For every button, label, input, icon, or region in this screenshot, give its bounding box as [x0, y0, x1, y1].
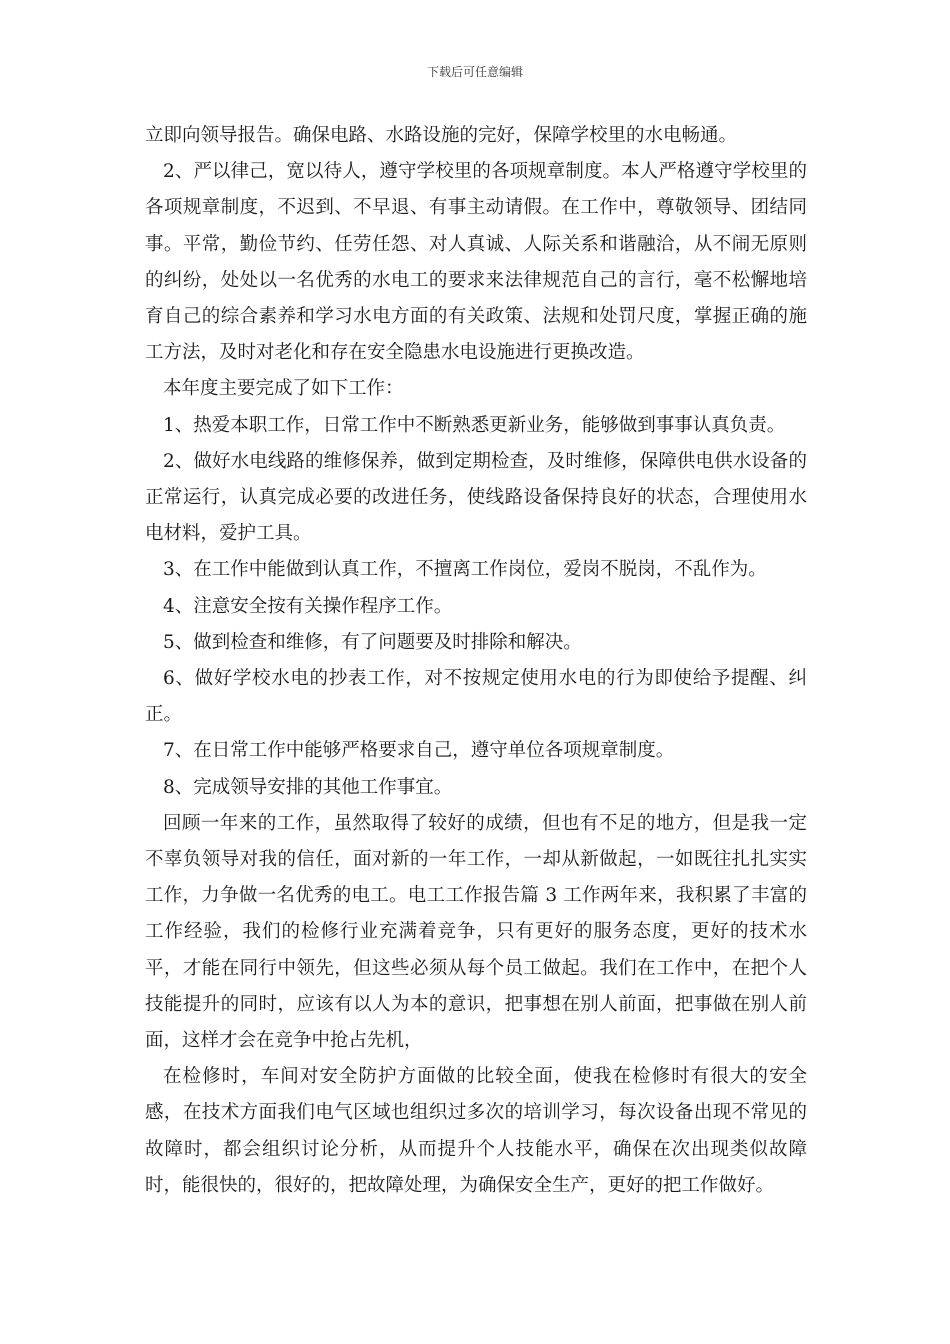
list-item: 6、做好学校水电的抄表工作，对不按规定使用水电的行为即使给予提醒、纠正。: [145, 668, 807, 726]
list-item: 8、完成领导安排的其他工作事宜。: [163, 776, 453, 798]
list-item: 4、注意安全按有关操作程序工作。: [163, 595, 453, 617]
paragraph: 立即向领导报告。确保电路、水路设施的完好，保障学校里的水电畅通。: [145, 125, 738, 146]
list-item: 2、做好水电线路的维修保养，做到定期检查，及时维修，保障供电供水设备的正常运行，认真完成必要的改进任务，使线路设备保持良好的状态，合理使用水电材料，爱护工具。: [145, 450, 807, 545]
list-item: 1、热爱本职工作，日常工作中不断熟悉更新业务，能够做到事事认真负责。: [163, 414, 786, 436]
list-item: 3、在工作中能做到认真工作，不擅离工作岗位，爱岗不脱岗，不乱作为。: [163, 559, 767, 581]
paragraph: 本年度主要完成了如下工作：: [163, 378, 404, 400]
list-item: 5、做到检查和维修，有了问题要及时排除和解决。: [163, 631, 582, 653]
paragraph: 在检修时，车间对安全防护方面做的比较全面，使我在检修时有很大的安全感，在技术方面我们电气区域也组织过多次的培训学习，每次设备出现不常见的故障时，都会组织讨论分析，从而提升个人技能水平，确保在次出现类似故障时，能很快的，很好的，把故障处理，为确保安全生产，更好的把工作做好。: [145, 1066, 807, 1196]
paragraph: 2、严以律己，宽以待人，遵守学校里的各项规章制度。本人严格遵守学校里的各项规章制度，不迟到、不早退、有事主动请假。在工作中，尊敬领导、团结同事。平常，勤俭节约、任劳任怨、对人真诚、人际关系和谐融洽，从不闹无原则的纠纷，处处以一名优秀的水电工的要求来法律规范自己的言行，毫不松懈地培育自己的综合素养和学习水电方面的有关政策、法规和处罚尺度，掌握正确的施工方法，及时对老化和存在安全隐患水电设施进行更换改造。: [145, 161, 807, 364]
document-body: [145, 118, 807, 1204]
paragraph: 回顾一年来的工作，虽然取得了较好的成绩，但也有不足的地方，但是我一定不辜负领导对我的信任，面对新的一年工作，一却从新做起，一如既往扎扎实实工作，力争做一名优秀的电工。电工工作报告篇 3 工作两年来，我积累了丰富的工作经验，我们的检修行业充满着竞争，只有更好的服务态度，更好的技术水平，才能在同行中领先，但这些必须从每个员工做起。我们在工作中，在把个人技能提升的同时，应该有以人为本的意识，把事想在别人前面，把事做在别人前面，这样才会在竞争中抢占先机，: [145, 812, 807, 1052]
page-header: 下载后可任意编辑: [426, 65, 523, 79]
list-item: 7、在日常工作中能够严格要求自己，遵守单位各项规章制度。: [163, 740, 675, 762]
